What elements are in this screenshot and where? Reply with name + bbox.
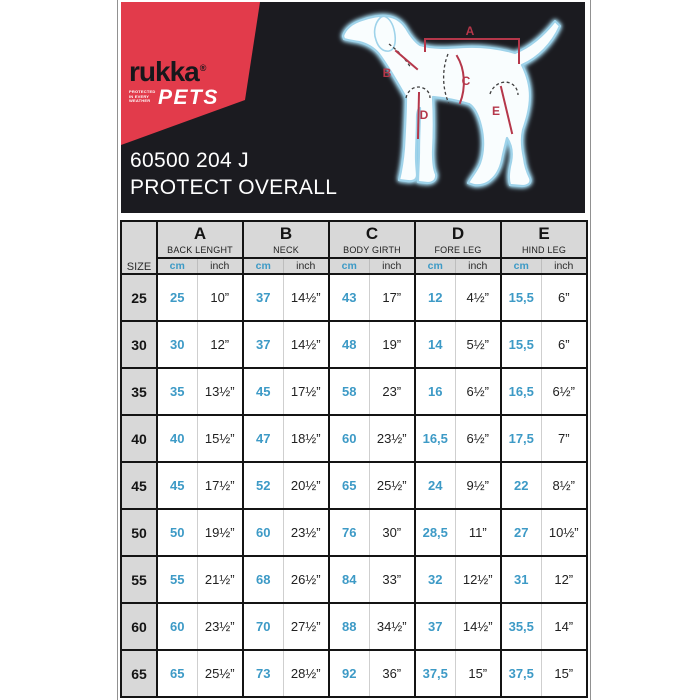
cm-value: 92 xyxy=(329,650,369,697)
inch-value: 30” xyxy=(369,509,415,556)
cm-value: 55 xyxy=(157,556,197,603)
inch-value: 14½” xyxy=(283,274,329,321)
inch-value: 19” xyxy=(369,321,415,368)
cm-value: 37,5 xyxy=(501,650,541,697)
inch-value: 4½” xyxy=(455,274,501,321)
cm-value: 27 xyxy=(501,509,541,556)
cm-value: 22 xyxy=(501,462,541,509)
group-name: BODY GIRTH xyxy=(343,244,401,255)
cm-value: 88 xyxy=(329,603,369,650)
size-value: 55 xyxy=(121,556,157,603)
inch-value: 9½” xyxy=(455,462,501,509)
inch-value: 21½” xyxy=(197,556,243,603)
inch-value: 26½” xyxy=(283,556,329,603)
inch-value: 12” xyxy=(197,321,243,368)
page-edge-line-right xyxy=(590,0,591,700)
product-name: PROTECT OVERALL xyxy=(130,176,338,199)
product-info xyxy=(130,149,337,200)
cm-value: 73 xyxy=(243,650,283,697)
dog-silhouette xyxy=(343,16,560,186)
inch-value: 14½” xyxy=(455,603,501,650)
inch-value: 20½” xyxy=(283,462,329,509)
inch-value: 33” xyxy=(369,556,415,603)
cm-value: 68 xyxy=(243,556,283,603)
inch-value: 25½” xyxy=(197,650,243,697)
inch-value: 17½” xyxy=(283,368,329,415)
cm-value: 48 xyxy=(329,321,369,368)
size-value: 40 xyxy=(121,415,157,462)
size-row-25 xyxy=(121,274,587,321)
cm-value: 15,5 xyxy=(501,274,541,321)
size-row-40 xyxy=(121,415,587,462)
group-letter: C xyxy=(365,224,379,244)
group-name: HIND LEG xyxy=(521,244,567,255)
inch-value: 25½” xyxy=(369,462,415,509)
marker-a: A xyxy=(465,24,475,38)
inch-value: 6” xyxy=(541,274,587,321)
cm-value: 12 xyxy=(415,274,455,321)
group-name: BACK LENGHT xyxy=(167,244,233,255)
inch-value: 6½” xyxy=(455,415,501,462)
inch-value: 14½” xyxy=(283,321,329,368)
inch-value: 23” xyxy=(369,368,415,415)
dog-measurement-diagram xyxy=(319,2,581,213)
tagline-line: PROTECTED xyxy=(129,89,156,94)
marker-c: C xyxy=(461,74,471,88)
cm-value: 16,5 xyxy=(501,368,541,415)
cm-value: 65 xyxy=(329,462,369,509)
inch-value: 10” xyxy=(197,274,243,321)
unit-header-inch: inch xyxy=(283,258,329,274)
cm-value: 76 xyxy=(329,509,369,556)
cm-value: 58 xyxy=(329,368,369,415)
size-row-45 xyxy=(121,462,587,509)
inch-value: 23½” xyxy=(369,415,415,462)
inch-value: 8½” xyxy=(541,462,587,509)
cm-value: 32 xyxy=(415,556,455,603)
inch-value: 15” xyxy=(541,650,587,697)
cm-value: 43 xyxy=(329,274,369,321)
inch-value: 34½” xyxy=(369,603,415,650)
size-row-60 xyxy=(121,603,587,650)
inch-value: 6½” xyxy=(455,368,501,415)
cm-value: 35,5 xyxy=(501,603,541,650)
rukka-logo xyxy=(129,58,219,108)
size-value: 65 xyxy=(121,650,157,697)
column-group-header-a xyxy=(157,221,243,258)
group-letter: A xyxy=(193,224,207,244)
cm-value: 35 xyxy=(157,368,197,415)
group-letter: E xyxy=(538,224,550,244)
size-column-header: SIZE xyxy=(121,221,157,274)
cm-value: 47 xyxy=(243,415,283,462)
cm-value: 28,5 xyxy=(415,509,455,556)
inch-value: 28½” xyxy=(283,650,329,697)
inch-value: 36” xyxy=(369,650,415,697)
inch-value: 12” xyxy=(541,556,587,603)
size-row-65 xyxy=(121,650,587,697)
cm-value: 37 xyxy=(243,274,283,321)
column-group-header-d xyxy=(415,221,501,258)
unit-header-cm: cm xyxy=(157,258,197,274)
marker-d: D xyxy=(419,108,429,122)
tagline-line: IN EVERY xyxy=(129,93,150,99)
cm-value: 60 xyxy=(329,415,369,462)
cm-value: 45 xyxy=(243,368,283,415)
inch-value: 11” xyxy=(455,509,501,556)
cm-value: 70 xyxy=(243,603,283,650)
column-group-header-c xyxy=(329,221,415,258)
size-row-35 xyxy=(121,368,587,415)
logo-wordmark: rukka® xyxy=(129,56,206,87)
inch-value: 15½” xyxy=(197,415,243,462)
tagline-line: WEATHER xyxy=(129,98,151,104)
unit-header-inch: inch xyxy=(369,258,415,274)
unit-header-cm: cm xyxy=(243,258,283,274)
unit-header-inch: inch xyxy=(541,258,587,274)
cm-value: 60 xyxy=(157,603,197,650)
inch-value: 14” xyxy=(541,603,587,650)
product-code: 60500 204 J xyxy=(130,149,249,172)
cm-value: 30 xyxy=(157,321,197,368)
cm-value: 45 xyxy=(157,462,197,509)
unit-header-cm: cm xyxy=(501,258,541,274)
cm-value: 24 xyxy=(415,462,455,509)
group-header-row xyxy=(121,221,587,258)
cm-value: 17,5 xyxy=(501,415,541,462)
cm-value: 31 xyxy=(501,556,541,603)
unit-header-cm: cm xyxy=(329,258,369,274)
group-name: NECK xyxy=(273,244,299,255)
group-name: FORE LEG xyxy=(434,244,482,255)
size-value: 60 xyxy=(121,603,157,650)
cm-value: 16,5 xyxy=(415,415,455,462)
size-row-30 xyxy=(121,321,587,368)
inch-value: 23½” xyxy=(283,509,329,556)
marker-b: B xyxy=(382,66,392,80)
size-value: 30 xyxy=(121,321,157,368)
inch-value: 10½” xyxy=(541,509,587,556)
registered-mark: ® xyxy=(199,62,206,73)
inch-value: 19½” xyxy=(197,509,243,556)
unit-header-row xyxy=(121,258,587,274)
inch-value: 6” xyxy=(541,321,587,368)
inch-value: 12½” xyxy=(455,556,501,603)
marker-e: E xyxy=(491,104,501,118)
inch-value: 13½” xyxy=(197,368,243,415)
inch-value: 18½” xyxy=(283,415,329,462)
cm-value: 37 xyxy=(243,321,283,368)
size-row-50 xyxy=(121,509,587,556)
column-group-header-e xyxy=(501,221,587,258)
inch-value: 17” xyxy=(369,274,415,321)
cm-value: 65 xyxy=(157,650,197,697)
page-edge-line-left xyxy=(117,0,118,700)
cm-value: 52 xyxy=(243,462,283,509)
cm-value: 50 xyxy=(157,509,197,556)
inch-value: 7” xyxy=(541,415,587,462)
cm-value: 25 xyxy=(157,274,197,321)
cm-value: 84 xyxy=(329,556,369,603)
cm-value: 16 xyxy=(415,368,455,415)
cm-value: 37 xyxy=(415,603,455,650)
size-value: 50 xyxy=(121,509,157,556)
inch-value: 17½” xyxy=(197,462,243,509)
logo-tagline xyxy=(129,87,155,104)
brand-banner xyxy=(121,2,585,213)
inch-value: 23½” xyxy=(197,603,243,650)
group-letter: D xyxy=(451,224,465,244)
pets-wordmark: PETS xyxy=(158,86,219,109)
inch-value: 15” xyxy=(455,650,501,697)
cm-value: 14 xyxy=(415,321,455,368)
size-value: 25 xyxy=(121,274,157,321)
size-value: 35 xyxy=(121,368,157,415)
size-row-55 xyxy=(121,556,587,603)
unit-header-inch: inch xyxy=(197,258,243,274)
cm-value: 15,5 xyxy=(501,321,541,368)
group-letter: B xyxy=(279,224,293,244)
size-chart-table xyxy=(120,220,588,698)
cm-value: 60 xyxy=(243,509,283,556)
size-value: 45 xyxy=(121,462,157,509)
unit-header-inch: inch xyxy=(455,258,501,274)
cm-value: 37,5 xyxy=(415,650,455,697)
cm-value: 40 xyxy=(157,415,197,462)
column-group-header-b xyxy=(243,221,329,258)
unit-header-cm: cm xyxy=(415,258,455,274)
inch-value: 27½” xyxy=(283,603,329,650)
inch-value: 6½” xyxy=(541,368,587,415)
inch-value: 5½” xyxy=(455,321,501,368)
